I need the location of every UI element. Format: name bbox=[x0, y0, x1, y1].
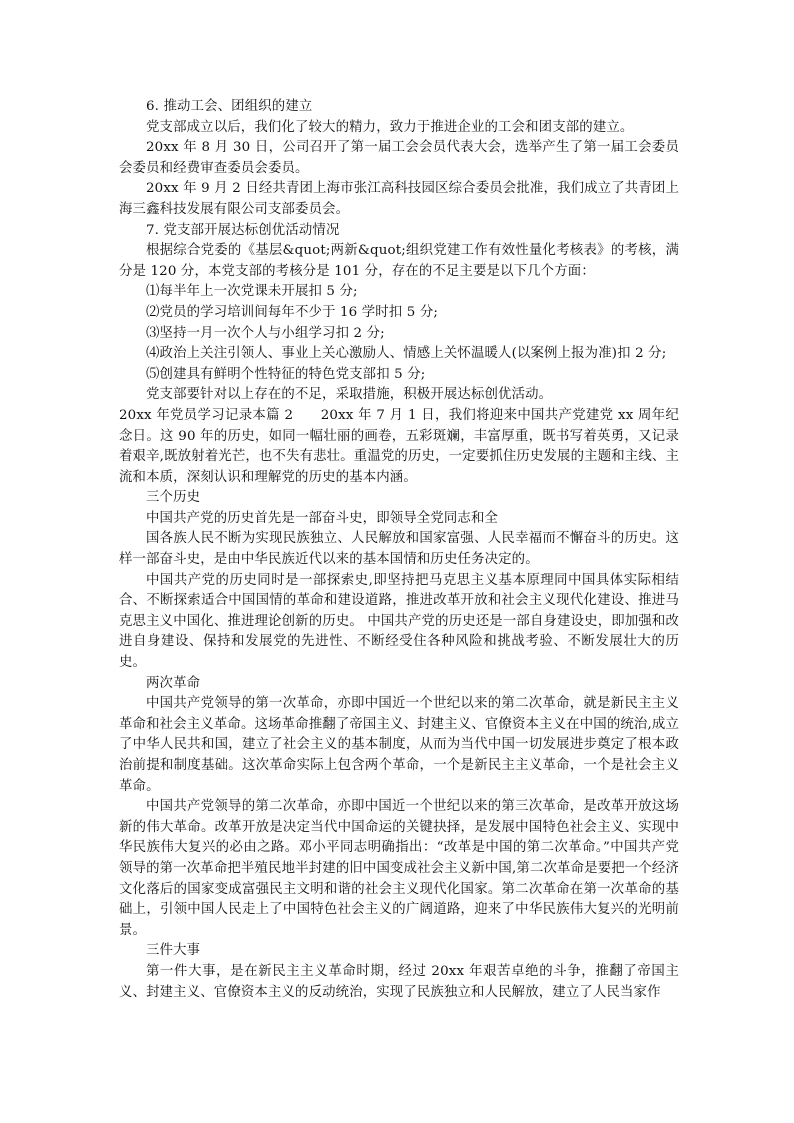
paragraph: 20xx 年 9 月 2 日经共青团上海市张江高科技园区综合委员会批准，我们成立了共青团上海三鑫科技发展有限公司支部委员会。 bbox=[119, 181, 679, 217]
paragraph: 中国共产党领导的第一次革命，亦即中国近一个世纪以来的第二次革命，就是新民主主义革命和社会主义革命。这场革命推翻了帝国主义、封建主义、官僚资本主义在中国的统治,成立了中华人民共和国，建立了社会主义的基本制度，从而为当代中国一切发展进步奠定了根本政治前提和制度基础。这次革命实际上包含两个革命，一个是新民主主义革命，一个是社会主义革命。 bbox=[119, 696, 679, 794]
list-item: ⑵党员的学习培训间每年不少于 16 学时扣 5 分; bbox=[146, 304, 439, 320]
paragraph: 中国共产党的历史同时是一部探索史,即坚持把马克思主义基本原理同中国具体实际相结合、不断探索适合中国国情的革命和建设道路，推进改革开放和社会主义现代化建设、推进马克思主义中国化、推进理论创新的历史。 中国共产党的历史还是一部自身建设史，即加强和改进自身建设、保持和发展党的先进性、不断经受住各种风险和挑战考验、不断发展壮大的历史。 bbox=[119, 572, 679, 671]
list-item: ⑸创建具有鲜明个性特征的特色党支部扣 5 分; bbox=[146, 366, 426, 382]
subheading-two-revolutions: 两次革命 bbox=[146, 675, 201, 691]
paragraph: 中国共产党领导的第二次革命，亦即中国近一个世纪以来的第三次革命，是改革开放这场新的伟大革命。改革开放是决定当代中国命运的关键抉择，是发展中国特色社会主义、实现中华民族伟大复兴的必由之路。邓小平同志明确指出：“改革是中国的第二次革命。”中国共产党领导的第一次革命把半殖民地半封建的旧中国变成社会主义新中国,第二次革命是要把一个经济文化落后的国家变成富强民主文明和谐的社会主义现代化国家。第二次革命在第一次革命的基础上，引领中国人民走上了中国特色社会主义的广阔道路，迎来了中华民族伟大复兴的光明前景。 bbox=[119, 799, 679, 938]
paragraph: 20xx 年 8 月 30 日，公司召开了第一届工会会员代表大会，选举产生了第一届工会委员会委员和经费审查委员会委员。 bbox=[119, 140, 679, 176]
paragraph-article-2-start: 20xx 年党员学习记录本篇 2 20xx 年 7 月 1 日，我们将迎来中国共产党建党 xx 周年纪念日。这 90 年的历史，如同一幅壮丽的画卷，五彩斑斓，丰富厚重，既书写着英勇，又记录着艰辛,既放射着光芒，也不失有悲壮。重温党的历史，一定要抓住历史发展的主题和主线、主流和本质，深刻认识和理解党的历史的基本内涵。 bbox=[119, 407, 679, 485]
document-page bbox=[119, 97, 679, 1003]
subheading-three-events: 三件大事 bbox=[146, 943, 201, 959]
list-item: ⑶坚持一月一次个人与小组学习扣 2 分; bbox=[146, 325, 385, 341]
subheading-three-histories: 三个历史 bbox=[146, 490, 201, 506]
section-heading-7: 7. 党支部开展达标创优活动情况 bbox=[146, 222, 340, 238]
paragraph: 党支部要针对以上存在的不足，采取措施，积极开展达标创优活动。 bbox=[146, 387, 553, 403]
paragraph: 根据综合党委的《基层&quot;两新&quot;组织党建工作有效性量化考核表》的考核，满分是 120 分，本党支部的考核分是 101 分，存在的不足主要是以下几个方面： bbox=[119, 243, 679, 279]
paragraph: 第一件大事，是在新民主主义革命时期，经过 20xx 年艰苦卓绝的斗争，推翻了帝国主义、封建主义、官僚资本主义的反动统治，实现了民族独立和人民解放，建立了人民当家作 bbox=[119, 963, 679, 1000]
paragraph: 党支部成立以后，我们化了较大的精力，致力于推进企业的工会和团支部的建立。 bbox=[146, 119, 634, 135]
paragraph: 国各族人民不断为实现民族独立、人民解放和国家富强、人民幸福而不懈奋斗的历史。这样一部奋斗史，是由中华民族近代以来的基本国情和历史任务决定的。 bbox=[119, 531, 679, 568]
list-item: ⑷政治上关注引领人、事业上关心激励人、情感上关怀温暖人(以案例上报为准)扣 2 分; bbox=[146, 346, 667, 362]
paragraph: 中国共产党的历史首先是一部奋斗史，即领导全党同志和全 bbox=[146, 510, 499, 526]
list-item: ⑴每半年上一次党课未开展扣 5 分; bbox=[146, 284, 358, 300]
section-heading-6: 6. 推动工会、团组织的建立 bbox=[146, 99, 313, 114]
